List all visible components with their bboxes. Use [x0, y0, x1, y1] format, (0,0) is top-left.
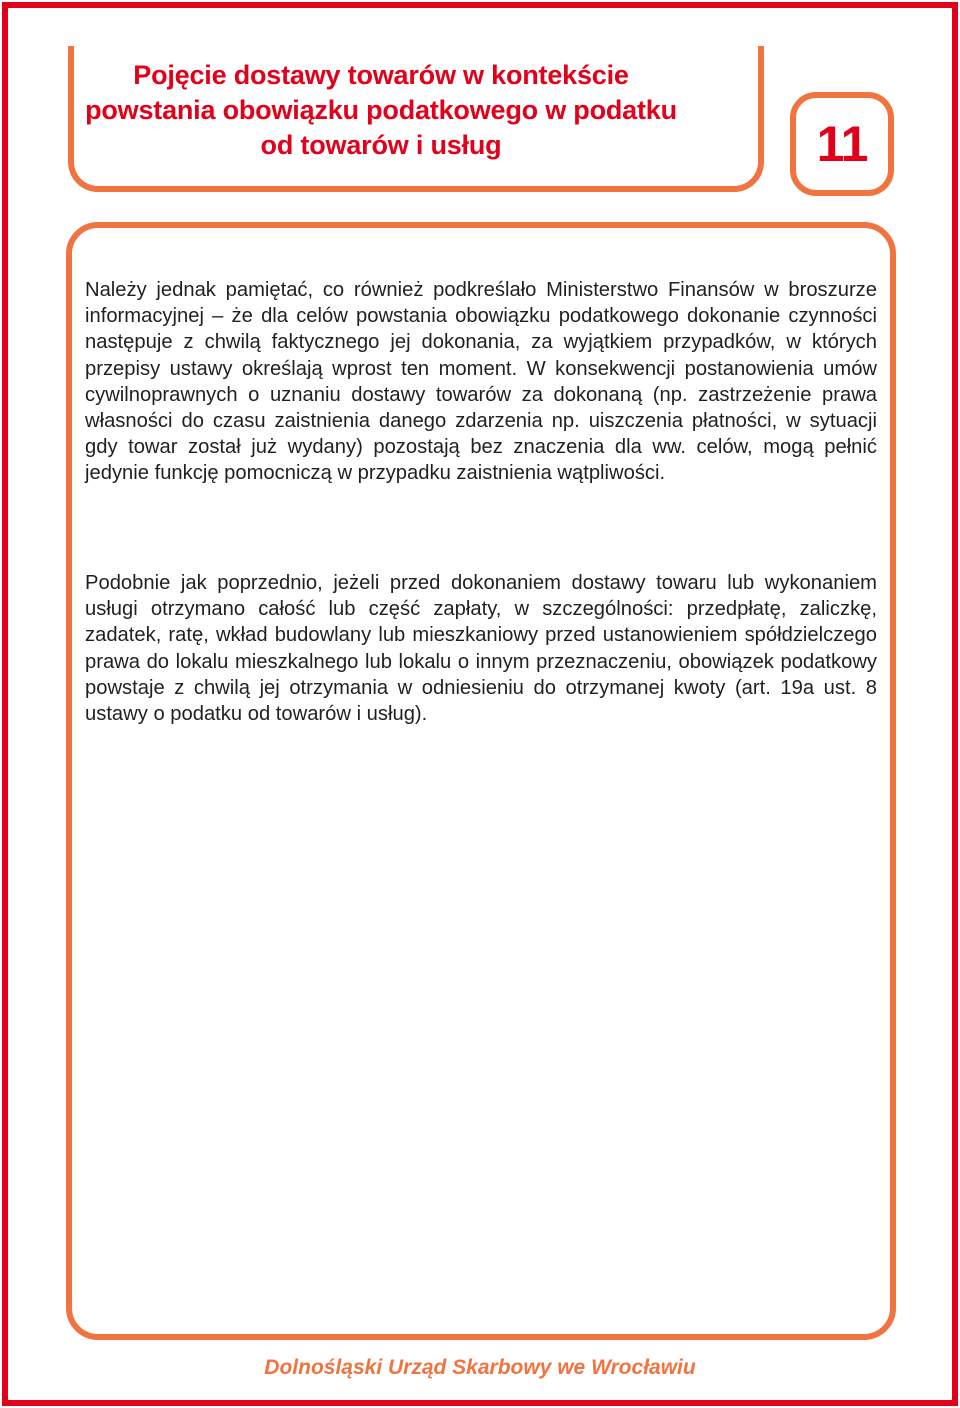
footer-office-name: Dolnośląski Urząd Skarbowy we Wrocławiu	[264, 1356, 696, 1379]
body-paragraph-1: Należy jednak pamiętać, co również podkreślało Ministerstwo Finansów w broszurze informacyjnej – że dla celów powstania obowiązku podatkowego dokonanie czynności następuje z chwilą faktycznego jej dokonania, za wyjątkiem przypadków, w których przepisy ustawy określają wprost ten moment. W konsekwencji postanowienia umów cywilnoprawnych o uznaniu dostawy towarów za dokonaną (np. zastrzeżenie prawa własności do czasu zaistnienia danego zdarzenia np. uiszczenia płatności, w sytuacji gdy towar został już wydany) pozostają bez znaczenia dla ww. celów, mogą pełnić jedynie funkcję pomocniczą w przypadku zaistnienia wątpliwości.	[85, 279, 877, 485]
page-number: 11	[816, 116, 868, 172]
body-paragraph-2: Podobnie jak poprzednio, jeżeli przed dokonaniem dostawy towaru lub wykonaniem usługi otrzymano całość lub część zapłaty, w szczególności: przedpłatę, zaliczkę, zadatek, ratę, wkład budowlany lub mieszkaniowy przed ustanowieniem spółdzielczego prawa do lokalu mieszkalnego lub lokalu o innym przeznaczeniu, obowiązek podatkowy powstaje z chwilą jej otrzymania w odniesieniu do otrzymanej kwoty (art. 19a ust. 8 ustawy o podatku od towarów i usług).	[85, 572, 877, 726]
page-title: Pojęcie dostawy towarów w kontekście powstania obowiązku podatkowego w podatku od towarów i usług	[85, 60, 677, 160]
page-number-box	[790, 92, 894, 196]
